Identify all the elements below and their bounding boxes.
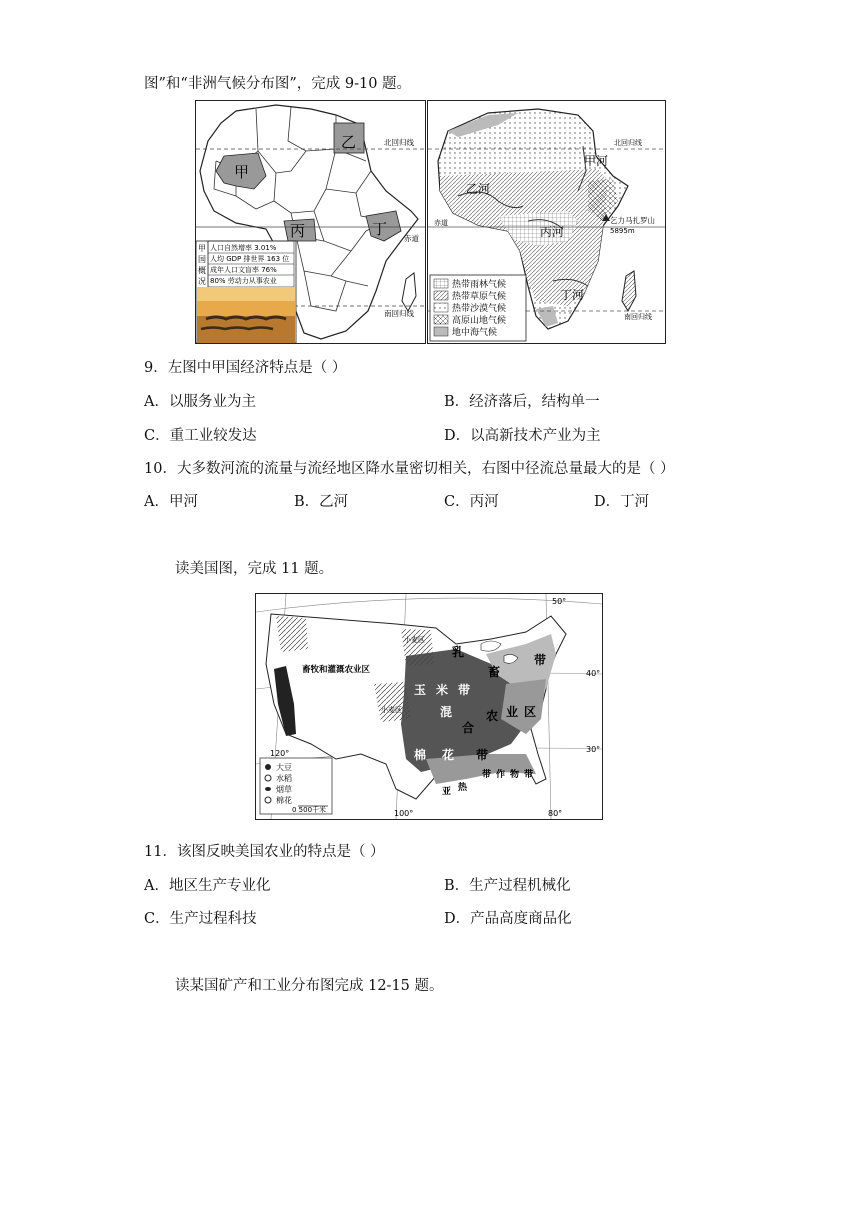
- region-cotton-1: 棉: [414, 748, 427, 762]
- label-ding: 丁: [372, 220, 388, 238]
- info-1: 人口自然增率 3.01%: [210, 244, 277, 252]
- region-dairy-3: 带: [534, 653, 547, 667]
- cotton-icon: [265, 797, 271, 803]
- us-legend-4: 棉花: [276, 796, 292, 805]
- mountain-label: 乞力马扎罗山: [610, 216, 655, 225]
- intro-text: 图”和“非洲气候分布图”，完成 9-10 题。: [144, 76, 412, 92]
- region-corn-1: 玉: [414, 683, 427, 697]
- q9-stem: 9．左图中甲国经济特点是（ ）: [144, 360, 347, 376]
- river-yi: 乙河: [466, 182, 491, 196]
- region-mixed-2: 合: [462, 721, 475, 735]
- q11-option-b[interactable]: B．生产过程机械化: [444, 878, 571, 894]
- region-cotton-2: 花: [442, 748, 455, 762]
- lon-80: 80°: [548, 809, 563, 818]
- q11-option-c[interactable]: C．生产过程科技: [144, 911, 257, 927]
- tropic-s-label-r: 南回归线: [624, 313, 652, 321]
- region-wheat-n: 小麦区: [404, 636, 425, 644]
- region-mixed-1: 混: [440, 705, 453, 719]
- lat-50: 50°: [552, 597, 567, 606]
- river-ding: 丁河: [560, 288, 585, 302]
- info-3: 成年人口文盲率 76%: [210, 266, 277, 274]
- region-mixed-3: 农: [486, 709, 499, 723]
- region-sub-5: 物: [510, 770, 520, 780]
- region-sub-2: 热: [458, 783, 468, 793]
- region-graze: 畜牧和灌溉农业区: [302, 665, 371, 675]
- q9-option-a[interactable]: A．以服务业为主: [144, 394, 256, 410]
- region-sub-4: 作: [496, 770, 506, 780]
- region-mixed-4: 业: [506, 705, 519, 719]
- us-legend-1: 大豆: [276, 763, 292, 772]
- legend-3: 热带沙漠气候: [452, 304, 507, 314]
- tropic-s-label: 南回归线: [384, 309, 414, 318]
- region-mixed-5: 区: [524, 705, 537, 719]
- us-intro-text: 读美国图，完成 11 题。: [175, 561, 334, 577]
- tropic-n-label: 北回归线: [384, 138, 414, 147]
- region-corn-3: 带: [458, 683, 471, 697]
- mountain-height: 5895m: [610, 227, 635, 235]
- side-label-4: 况: [198, 277, 206, 286]
- legend-4: 高原山地气候: [452, 316, 507, 326]
- us-scale: 0 500千米: [292, 806, 327, 814]
- river-bing: 丙河: [540, 225, 565, 239]
- region-dairy-2: 畜: [488, 665, 501, 679]
- soybean-icon: [265, 764, 271, 770]
- label-jia: 甲: [234, 163, 250, 181]
- q10-option-b[interactable]: B．乙河: [294, 494, 349, 510]
- us-agriculture-map: [255, 593, 603, 820]
- savanna-photo: [197, 287, 295, 343]
- region-wheat-s: 小麦区: [381, 706, 402, 714]
- africa-climate-map: [427, 100, 666, 344]
- q11-option-a[interactable]: A．地区生产专业化: [144, 878, 271, 894]
- legend-5: 地中海气候: [452, 328, 498, 338]
- us-legend-2: 水稻: [276, 774, 292, 783]
- region-sub-3: 带: [482, 770, 492, 780]
- region-sub-6: 带: [524, 770, 534, 780]
- lat-30: 30°: [586, 745, 601, 754]
- side-label-1: 甲: [198, 244, 206, 253]
- q10-option-d[interactable]: D．丁河: [594, 494, 650, 510]
- africa-countries-map: [195, 100, 426, 344]
- q9-option-b[interactable]: B．经济落后，结构单一: [444, 394, 600, 410]
- q9-option-c[interactable]: C．重工业较发达: [144, 428, 257, 444]
- us-legend-3: 烟草: [276, 785, 292, 794]
- side-label-2: 国: [198, 255, 206, 264]
- legend-1: 热带雨林气候: [452, 280, 507, 290]
- label-yi: 乙: [341, 133, 357, 151]
- region-sub-1: 亚: [442, 787, 452, 797]
- q10-option-c[interactable]: C．丙河: [444, 494, 499, 510]
- info-4: 80% 劳动力从事农业: [210, 277, 277, 285]
- last-intro-text: 读某国矿产和工业分布图完成 12-15 题。: [175, 978, 444, 994]
- river-jia: 甲河: [584, 154, 609, 168]
- lon-120: 120°: [270, 749, 290, 758]
- label-bing: 丙: [290, 222, 306, 240]
- region-dairy-1: 乳: [452, 645, 465, 659]
- q9-option-d[interactable]: D．以高新技术产业为主: [444, 428, 601, 444]
- equator-label: 赤道: [404, 234, 419, 243]
- q10-option-a[interactable]: A．甲河: [144, 494, 198, 510]
- info-2: 人均 GDP 排世界 163 位: [210, 255, 290, 263]
- region-cotton-3: 带: [476, 748, 489, 762]
- equator-label-r: 赤道: [434, 219, 448, 227]
- legend-2: 热带草原气候: [452, 292, 507, 302]
- q11-option-d[interactable]: D．产品高度商品化: [444, 911, 572, 927]
- tropic-n-label-r: 北回归线: [614, 139, 642, 147]
- side-label-3: 概: [198, 266, 206, 275]
- tobacco-icon: [265, 787, 271, 791]
- q11-stem: 11．该图反映美国农业的特点是（ ）: [144, 844, 385, 860]
- lat-40: 40°: [586, 669, 601, 678]
- lon-100: 100°: [394, 809, 414, 818]
- q10-stem: 10．大多数河流的流量与流经地区降水量密切相关，右图中径流总量最大的是（ ）: [144, 461, 675, 477]
- region-corn-2: 米: [436, 683, 449, 697]
